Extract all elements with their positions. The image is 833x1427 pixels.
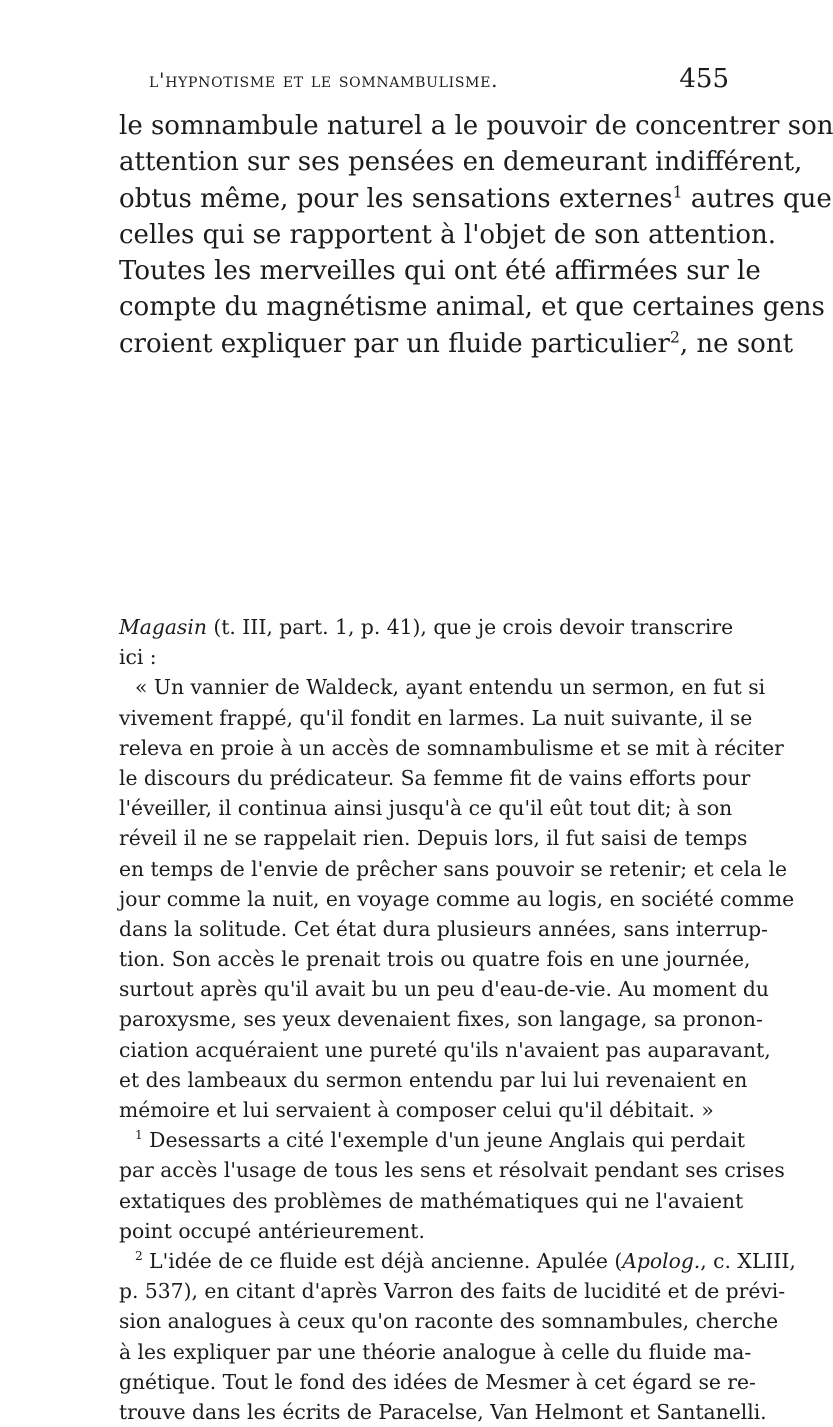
main-line-text: , ne sont <box>679 328 794 359</box>
note-line-text: Desessarts a cité l'exemple d'un jeune Anglais qui perdait <box>142 1128 746 1153</box>
footnote-ref-2: 2 <box>669 328 680 347</box>
note-line: ici : <box>119 645 157 670</box>
main-text <box>119 108 833 362</box>
note-line <box>119 1246 796 1276</box>
note-line-text: L'idée de ce fluide est déjà ancienne. Apulée ( <box>142 1248 623 1273</box>
note-line: réveil il ne se rappelait rien. Depuis lors, il fut saisi de temps <box>119 826 748 851</box>
note-line: mémoire et lui servaient à composer celui qu'il débitait. » <box>119 1098 714 1122</box>
running-title: l'hypnotisme et le somnambulisme. <box>149 68 499 92</box>
note-line-text: (t. III, part. 1, p. 41), que je crois devoir transcrire <box>206 615 734 639</box>
main-line-text: croient expliquer par un fluide particulier <box>119 328 670 359</box>
note-line: l'éveiller, il continua ainsi jusqu'à ce qu'il eût tout dit; à son <box>119 796 733 821</box>
note-line: jour comme la nuit, en voyage comme au logis, en société comme <box>119 886 795 911</box>
main-line: Toutes les merveilles qui ont été affirmées sur le <box>119 256 761 287</box>
footnote-ref-1: 1 <box>672 182 683 201</box>
page-number: 455 <box>679 64 729 94</box>
note-line: surtout après qu'il avait bu un peu d'eau-de-vie. Au moment du <box>119 977 769 1002</box>
note-line: trouve dans les écrits de Paracelse, Van Helmont et Santanelli. <box>119 1399 767 1424</box>
note-line: et des lambeaux du sermon entendu par lui lui revenaient en <box>119 1067 748 1092</box>
note-line <box>119 612 734 642</box>
footnote-marker-1: 1 <box>135 1128 143 1143</box>
main-line-text: obtus même, pour les sensations externes <box>119 183 673 214</box>
main-line: celles qui se rapportent à l'objet de son attention. <box>119 219 777 250</box>
footnote-marker-2: 2 <box>135 1249 143 1264</box>
note-line: gnétique. Tout le fond des idées de Mesmer à cet égard se re- <box>119 1369 756 1394</box>
note-line: extatiques des problèmes de mathématiques qui ne l'avaient <box>119 1188 744 1213</box>
note-line: à les expliquer par une théorie analogue à celle du fluide ma- <box>119 1339 752 1364</box>
note-line: paroxysme, ses yeux devenaient fixes, son langage, sa pronon- <box>119 1007 763 1032</box>
note-line: vivement frappé, qu'il fondit en larmes. La nuit suivante, il se <box>119 705 753 730</box>
main-line: le somnambule naturel a le pouvoir de concentrer son <box>119 111 833 141</box>
note-line: par accès l'usage de tous les sens et résolvait pendant ses crises <box>119 1158 785 1183</box>
main-line <box>119 326 794 362</box>
note-line: releva en proie à un accès de somnambulisme et se mit à réciter <box>119 735 784 760</box>
note-line-text: , c. XLIII, <box>700 1248 796 1273</box>
magasin-title: Magasin <box>119 615 207 639</box>
page-header <box>119 60 729 100</box>
main-line-text: autres que <box>690 183 832 214</box>
main-line: attention sur ses pensées en demeurant indifférent, <box>119 147 803 178</box>
note-line <box>119 1125 746 1155</box>
main-line <box>119 181 832 217</box>
note-line: ciation acquéraient une pureté qu'ils n'avaient pas auparavant, <box>119 1037 771 1062</box>
note-line: dans la solitude. Cet état dura plusieurs années, sans interrup- <box>119 916 768 941</box>
note-line: point occupé antérieurement. <box>119 1218 425 1243</box>
apolog-title: Apolog. <box>622 1248 701 1273</box>
main-line: compte du magnétisme animal, et que certaines gens <box>119 292 825 323</box>
note-line: en temps de l'envie de prêcher sans pouvoir se retenir; et cela le <box>119 856 788 881</box>
footnotes <box>119 612 796 1427</box>
note-line: p. 537), en citant d'après Varron des faits de lucidité et de prévi- <box>119 1279 786 1304</box>
note-line: « Un vannier de Waldeck, ayant entendu un sermon, en fut si <box>135 675 766 700</box>
note-line: tion. Son accès le prenait trois ou quatre fois en une journée, <box>119 947 751 972</box>
note-line: sion analogues à ceux qu'on raconte des somnambules, cherche <box>119 1309 779 1334</box>
note-line: le discours du prédicateur. Sa femme fit de vains efforts pour <box>119 765 751 790</box>
book-page <box>119 0 833 1424</box>
